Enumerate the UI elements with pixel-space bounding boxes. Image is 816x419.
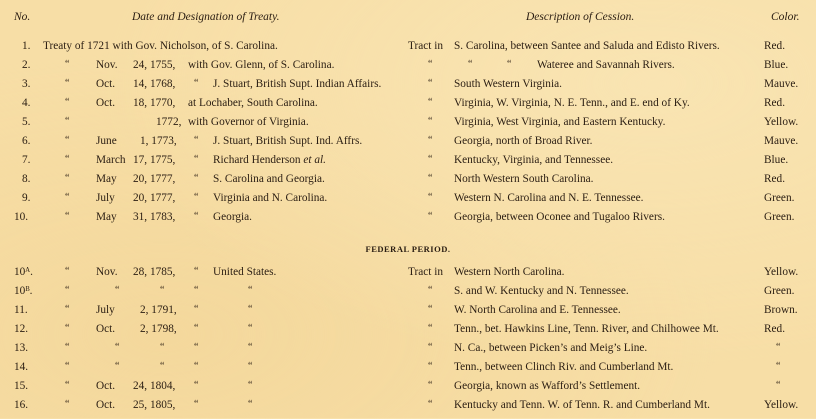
table-row (0, 399, 816, 419)
ditto-mark: “ (194, 342, 199, 353)
ditto-mark: “ (428, 192, 433, 203)
treaty-party: with Governor of Virginia. (188, 116, 309, 128)
ditto-mark: “ (428, 135, 433, 146)
table-row (0, 323, 816, 343)
treaty-date: 24, 1755, (133, 59, 176, 71)
cession-color: “ (776, 361, 781, 372)
treaty-month: Oct. (96, 78, 116, 90)
treaty-month: May (96, 211, 117, 223)
treaty-party: United States. (213, 266, 277, 278)
table-row (0, 211, 816, 231)
treaty-date: 18, 1770, (133, 97, 176, 109)
ditto-mark: “ (194, 285, 199, 296)
treaty-month: Oct. (96, 323, 116, 335)
treaty-month: July (96, 304, 115, 316)
ditto-mark: “ (248, 361, 253, 372)
ditto-mark: “ (115, 285, 120, 296)
ditto-mark: “ (428, 78, 433, 89)
ditto-mark: “ (194, 323, 199, 334)
treaty-date: 25, 1805, (133, 399, 176, 411)
treaty-designation: Treaty of 1721 with Gov. Nicholson, of S. Carolina. (43, 40, 278, 52)
cession-description: Georgia, north of Broad River. (454, 135, 593, 147)
row-number: 10. (14, 211, 29, 223)
ditto-mark: “ (65, 173, 70, 184)
header-cession: Description of Cession. (526, 11, 635, 23)
table-row (0, 361, 816, 381)
treaty-party: with Gov. Glenn, of S. Carolina. (188, 59, 335, 71)
ditto-mark: “ (428, 342, 433, 353)
header-color: Color. (771, 11, 800, 23)
row-number: 11. (14, 304, 28, 316)
table-row (0, 380, 816, 400)
row-number: 7. (22, 154, 31, 166)
cession-color: Yellow. (764, 399, 799, 411)
table-row (0, 266, 816, 286)
ditto-mark: “ (428, 399, 433, 410)
cession-description: Wateree and Savannah Rivers. (537, 59, 675, 71)
row-number: 9. (22, 192, 31, 204)
ditto-mark: “ (160, 285, 165, 296)
ditto-mark: “ (428, 323, 433, 334)
treaty-party: at Lochaber, South Carolina. (188, 97, 318, 109)
treaty-date: 1, 1773, (140, 135, 177, 147)
cession-color: Brown. (764, 304, 798, 316)
ditto-mark: “ (65, 342, 70, 353)
ditto-mark: “ (428, 173, 433, 184)
ditto-mark: “ (468, 59, 473, 70)
ditto-mark: “ (65, 380, 70, 391)
treaty-date: 2, 1791, (140, 304, 177, 316)
ditto-mark: “ (65, 304, 70, 315)
row-number: 10ᴬ. (14, 266, 33, 278)
ditto-mark: “ (248, 399, 253, 410)
cession-description: Western North Carolina. (454, 266, 565, 278)
treaty-date: 17, 1775, (133, 154, 176, 166)
table-row (0, 78, 816, 98)
cession-description: W. North Carolina and E. Tennessee. (454, 304, 621, 316)
treaty-date: 14, 1768, (133, 78, 176, 90)
ditto-mark: “ (428, 59, 433, 70)
cession-description: S. and W. Kentucky and N. Tennessee. (454, 285, 629, 297)
table-row (0, 192, 816, 212)
ditto-mark: “ (248, 285, 253, 296)
ditto-mark: “ (248, 380, 253, 391)
cession-color: Blue. (764, 59, 789, 71)
cession-color: “ (776, 342, 781, 353)
row-number: 16. (14, 399, 29, 411)
cession-description: N. Ca., between Picken’s and Meig’s Line. (454, 342, 648, 354)
cession-color: Red. (764, 40, 786, 52)
cession-description: Tenn., between Clinch Riv. and Cumberland Mt. (454, 361, 674, 373)
ditto-mark: “ (65, 211, 70, 222)
cession-color: Green. (764, 285, 795, 297)
ditto-mark: “ (428, 285, 433, 296)
cession-description: Georgia, between Oconee and Tugaloo Rivers. (454, 211, 665, 223)
ditto-mark: “ (248, 323, 253, 334)
table-row (0, 342, 816, 362)
table-row (0, 154, 816, 174)
cession-color: Mauve. (764, 135, 799, 147)
header-treaty: Date and Designation of Treaty. (132, 11, 280, 23)
ditto-mark: “ (428, 304, 433, 315)
row-number: 3. (22, 78, 31, 90)
ditto-mark: “ (194, 304, 199, 315)
ditto-mark: “ (428, 154, 433, 165)
cession-prefix: Tract in (408, 40, 444, 52)
table-row (0, 173, 816, 193)
ditto-mark: “ (194, 78, 199, 89)
treaty-party-etal: et al. (303, 154, 326, 166)
cession-color: Yellow. (764, 116, 799, 128)
cession-description: Virginia, W. Virginia, N. E. Tenn., and E. end of Ky. (454, 97, 690, 109)
treaty-month: Oct. (96, 399, 116, 411)
cession-color: Green. (764, 192, 795, 204)
treaty-month: Nov. (96, 59, 118, 71)
cession-color: Yellow. (764, 266, 799, 278)
treaty-party (213, 154, 326, 166)
ditto-mark: “ (194, 173, 199, 184)
treaty-date: 28, 1785, (133, 266, 176, 278)
ditto-mark: “ (428, 380, 433, 391)
ditto-mark: “ (65, 154, 70, 165)
cession-color: Green. (764, 211, 795, 223)
ditto-mark: “ (194, 192, 199, 203)
treaty-date: 20, 1777, (133, 173, 176, 185)
cession-color: Red. (764, 97, 786, 109)
treaty-party: J. Stuart, British Supt. Ind. Affrs. (213, 135, 363, 147)
ditto-mark: “ (65, 192, 70, 203)
treaty-month: June (96, 135, 117, 147)
treaty-date: 31, 1783, (133, 211, 176, 223)
ditto-mark: “ (194, 211, 199, 222)
treaty-month: March (96, 154, 126, 166)
ditto-mark: “ (65, 78, 70, 89)
ditto-mark: “ (65, 266, 70, 277)
ditto-mark: “ (65, 285, 70, 296)
ditto-mark: “ (194, 399, 199, 410)
table-row (0, 59, 816, 79)
ditto-mark: “ (428, 97, 433, 108)
ditto-mark: “ (428, 211, 433, 222)
ditto-mark: “ (428, 361, 433, 372)
treaty-month: Oct. (96, 97, 116, 109)
ditto-mark: “ (65, 116, 70, 127)
ditto-mark: “ (115, 342, 120, 353)
row-number: 13. (14, 342, 29, 354)
cession-description: Tenn., bet. Hawkins Line, Tenn. River, and Chilhowee Mt. (454, 323, 719, 335)
ditto-mark: “ (65, 399, 70, 410)
ditto-mark: “ (160, 361, 165, 372)
ditto-mark: “ (194, 135, 199, 146)
cession-color: Blue. (764, 154, 789, 166)
row-number: 15. (14, 380, 29, 392)
row-number: 12. (14, 323, 29, 335)
cession-color: Mauve. (764, 78, 799, 90)
cession-description: Western N. Carolina and N. E. Tennessee. (454, 192, 644, 204)
table-row (0, 116, 816, 136)
row-number: 8. (22, 173, 31, 185)
section-heading-federal-period: FEDERAL PERIOD. (365, 244, 451, 254)
cession-description: S. Carolina, between Santee and Saluda and Edisto Rivers. (454, 40, 720, 52)
row-number: 10ᴮ. (14, 285, 33, 297)
treaty-party: Georgia. (213, 211, 253, 223)
ditto-mark: “ (65, 97, 70, 108)
treaty-party: J. Stuart, British Supt. Indian Affairs. (213, 78, 382, 90)
treaty-date: 24, 1804, (133, 380, 176, 392)
table-row (0, 40, 816, 60)
row-number: 4. (22, 97, 31, 109)
treaty-month: Nov. (96, 266, 118, 278)
treaty-party: Virginia and N. Carolina. (213, 192, 328, 204)
treaty-party: S. Carolina and Georgia. (213, 173, 325, 185)
ditto-mark: “ (65, 361, 70, 372)
cession-description: Virginia, West Virginia, and Eastern Kentucky. (454, 116, 666, 128)
treaty-date: 2, 1798, (140, 323, 177, 335)
row-number: 5. (22, 116, 31, 128)
treaty-month: July (96, 192, 115, 204)
table-row (0, 135, 816, 155)
ditto-mark: “ (194, 154, 199, 165)
cession-description: Georgia, known as Wafford’s Settlement. (454, 380, 641, 392)
cession-description: South Western Virginia. (454, 78, 562, 90)
cession-color: Red. (764, 173, 786, 185)
cession-description: Kentucky and Tenn. W. of Tenn. R. and Cumberland Mt. (454, 399, 710, 411)
cession-color: Red. (764, 323, 786, 335)
ditto-mark: “ (160, 342, 165, 353)
table-row (0, 97, 816, 117)
ditto-mark: “ (428, 116, 433, 127)
row-number: 6. (22, 135, 31, 147)
ditto-mark: “ (194, 266, 199, 277)
table-row (0, 304, 816, 324)
ditto-mark: “ (65, 323, 70, 334)
row-number: 1. (22, 40, 31, 52)
treaty-month: Oct. (96, 380, 116, 392)
cession-description: North Western South Carolina. (454, 173, 594, 185)
ditto-mark: “ (248, 304, 253, 315)
table-row (0, 285, 816, 305)
treaty-party-name: Richard Henderson (213, 154, 301, 166)
header-no: No. (14, 11, 31, 23)
ditto-mark: “ (194, 380, 199, 391)
ditto-mark: “ (65, 59, 70, 70)
treaty-date: 20, 1777, (133, 192, 176, 204)
treaty-date: 1772, (156, 116, 182, 128)
row-number: 2. (22, 59, 31, 71)
ditto-mark: “ (115, 361, 120, 372)
ditto-mark: “ (507, 59, 512, 70)
ditto-mark: “ (194, 361, 199, 372)
cession-description: Kentucky, Virginia, and Tennessee. (454, 154, 614, 166)
row-number: 14. (14, 361, 29, 373)
cession-color: “ (776, 380, 781, 391)
treaty-month: May (96, 173, 117, 185)
ditto-mark: “ (65, 135, 70, 146)
ditto-mark: “ (248, 342, 253, 353)
cession-prefix: Tract in (408, 266, 444, 278)
